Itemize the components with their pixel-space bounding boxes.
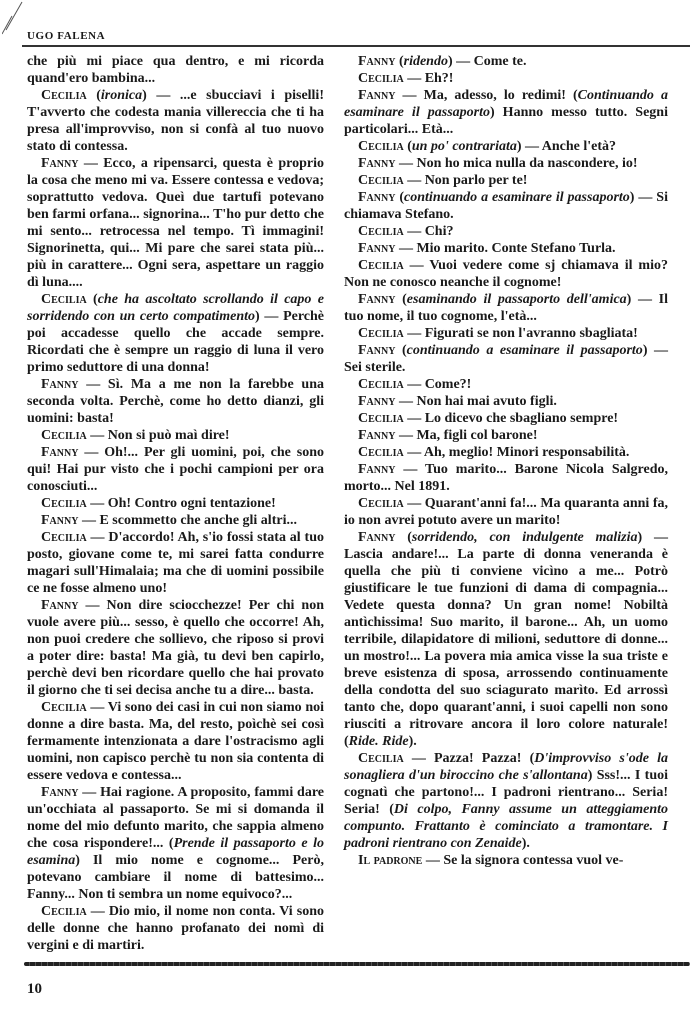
dialogue-paragraph [344, 172, 668, 189]
dialogue-text: — Vuoi vedere come sj chiamava il mio? Non ne conosco neanche il cognome! [344, 257, 668, 290]
dialogue-paragraph [344, 410, 668, 427]
dialogue-paragraph [27, 699, 324, 784]
dialogue-text: ) — Sei sterile. [344, 342, 669, 375]
dialogue-paragraph [344, 291, 668, 325]
dialogue-text: — Se la signora contessa vuol ve- [422, 852, 624, 868]
dialogue-text: — Non hai mai avuto figli. [395, 393, 557, 409]
dialogue-paragraph [27, 512, 324, 529]
stage-direction: continuando a esaminare il passaporto [404, 189, 630, 205]
dialogue-paragraph [344, 427, 668, 444]
dialogue-paragraph [27, 444, 324, 495]
speaker-name: Cecilia [41, 87, 87, 103]
dialogue-paragraph [344, 461, 668, 495]
dialogue-paragraph [27, 155, 324, 291]
stage-direction: esaminando il passaporto dell'amica [406, 291, 627, 307]
speaker-name: Cecilia [358, 172, 404, 188]
dialogue-text: — Lo dicevo che sbagliano sempre! [403, 410, 619, 426]
speaker-name: Cecilia [41, 427, 87, 443]
dialogue-text: ( [86, 87, 101, 103]
dialogue-paragraph [27, 376, 324, 427]
speaker-name: Fanny [358, 427, 396, 443]
dialogue-paragraph [27, 784, 324, 903]
speaker-name: Cecilia [358, 444, 404, 460]
stage-direction: Ride. Ride [348, 733, 409, 749]
dialogue-text: — E scommetto che anche gli altri... [78, 512, 297, 528]
dialogue-text: ( [395, 53, 404, 69]
dialogue-paragraph [344, 70, 668, 87]
dialogue-paragraph [344, 240, 668, 257]
dialogue-paragraph [344, 257, 668, 291]
speaker-name: Fanny [358, 87, 396, 103]
dialogue-text: ). [408, 733, 417, 749]
speaker-name: Fanny [41, 597, 79, 613]
dialogue-text: ) — Anche l'età? [516, 138, 617, 154]
dialogue-text: ). [521, 835, 530, 851]
dialogue-paragraph [344, 325, 668, 342]
dialogue-text: — Quarant'anni fa!... Ma quaranta anni fa, io non avrei potuto avere un marito! [344, 495, 668, 528]
dialogue-text: ) — Si chiamava Stefano. [344, 189, 668, 222]
speaker-name: Cecilia [358, 750, 404, 766]
dialogue-text: — Ma, adesso, lo redimi! ( [395, 87, 578, 103]
dialogue-text: — Tuo marito... Barone Nicola Salgredo, morto... Nel 1891. [344, 461, 668, 494]
dialogue-text: ( [403, 138, 412, 154]
dialogue-text: — Oh! Contro ogni tentazione! [86, 495, 276, 511]
dialogue-text: ) — Lascia andare!... La parte di donna veneranda è quella che più ti conviene vicìno a me... Potrò giustificare le tue funzioni di dama di compagnia... Vedete questa donna? Un gran nome! Nobiltà antìchissima! Suo marito, il barone... Ah, un uomo terribile, dilapidatore di milioni, seduttore di donne... un mostro!... La povera mia amica visse la sua triste e breve esistenza di sposa, arrossendo continuamente della condotta del suo sciagurato marìto. Ed arrossì tanto che, dopo quarant'anni, i suoi capelli non sono riusciti a ritrovare ancora il loro colore naturale! ( [344, 529, 668, 749]
dialogue-text: — Eh?! [403, 70, 454, 86]
stage-direction: continuando a esaminare il passaporto [406, 342, 643, 358]
speaker-name: Fanny [358, 189, 396, 205]
speaker-name: Fanny [41, 512, 79, 528]
speaker-name: Fanny [41, 784, 79, 800]
speaker-name: Cecilia [358, 223, 404, 239]
dialogue-text: — Mio marito. Conte Stefano Turla. [395, 240, 616, 256]
dialogue-text: — Hai ragione. A proposito, fammi dare un'occhiata al passaporto. Se mi si domanda il nome del mio defunto marito, che sappia almeno che cosa rispondere!... ( [27, 784, 324, 851]
dialogue-text: — Non parlo per te! [403, 172, 528, 188]
dialogue-paragraph [344, 138, 668, 155]
speaker-name: Cecilia [358, 325, 404, 341]
dialogue-text: ( [395, 342, 407, 358]
dialogue-text: ) — Come te. [447, 53, 527, 69]
dialogue-text: ( [395, 529, 412, 545]
dialogue-paragraph [344, 750, 668, 852]
dialogue-text: ) Hanno messo tutto. Segni particolari... Età... [344, 104, 668, 137]
stage-direction: Di colpo, Fanny assume un atteggiamento compunto. Frattanto è cominciato a tramontare. I padroni rientrano con Zenaide [344, 801, 668, 851]
dialogue-paragraph [344, 342, 668, 376]
speaker-name: Fanny [358, 342, 396, 358]
dialogue-paragraph [344, 444, 668, 461]
dialogue-text: — Sì. Ma a me non la farebbe una seconda volta. Perchè, come ho detto dianzi, gli uomini: basta! [27, 376, 324, 426]
dialogue-text: — Non si può maì dire! [86, 427, 230, 443]
speaker-name: Cecilia [358, 70, 404, 86]
dialogue-text: ) — Il tuo nome, il tuo cognome, l'età... [344, 291, 668, 324]
dialogue-text: ) Il mio nome e cognome... Però, potevano cambiare il nome di battesimo... Fanny... Non ti sembra un nome equivoco?... [27, 852, 324, 902]
speaker-name: Fanny [358, 53, 396, 69]
pen-mark-decoration [2, 0, 24, 40]
stage-direction: ironica [100, 87, 143, 103]
speaker-name: Fanny [358, 461, 396, 477]
dialogue-text: ( [395, 291, 407, 307]
speaker-name: Fanny [358, 240, 396, 256]
dialogue-text: — Ecco, a ripensarci, questa è proprio la cosa che meno mi va. Essere contessa e vedova; soprattutto vedova. Queì due tartufi potevano ben farmi orfana... signorina... T'ho pur detto che mi sento... retrocessa nel tempo. Tì immagini! Signorinetta, qui... Mi pare che sarei stata più... più in carattere... Ogni sera, aspettare un raggio dì luna.... [27, 155, 324, 290]
stage-direction: Continuando a esaminare il passaporto [344, 87, 668, 120]
speaker-name: Cecilia [41, 903, 87, 919]
dialogue-text: ( [395, 189, 405, 205]
text-columns [0, 47, 692, 954]
dialogue-paragraph [344, 495, 668, 529]
speaker-name: Fanny [41, 155, 79, 171]
speaker-name: Il padrone [358, 852, 423, 868]
stage-direction: Prende il passaporto e lo esamina [27, 835, 324, 868]
dialogue-text: — Vi sono dei casi in cui non siamo noi donne a dire basta. Ma, del resto, poìchè sei così fermamente intenzionata a dare l'ostracismo agli uomini, non capisco perchè tu non sia contenta di essere vedova e contessa... [27, 699, 324, 783]
dialogue-paragraph [344, 87, 668, 138]
stage-direction: un po' contrariata [411, 138, 517, 154]
speaker-name: Cecilia [358, 495, 404, 511]
dialogue-paragraph [27, 53, 324, 87]
dialogue-text: — Ma, figli col barone! [395, 427, 538, 443]
dialogue-paragraph [27, 903, 324, 954]
dialogue-text: ( [86, 291, 98, 307]
dialogue-paragraph [344, 529, 668, 750]
dialogue-paragraph [344, 223, 668, 240]
dialogue-text: — Pazza! Pazza! ( [403, 750, 535, 766]
dialogue-paragraph [344, 155, 668, 172]
speaker-name: Cecilia [41, 529, 87, 545]
speaker-name: Cecilia [358, 138, 404, 154]
dialogue-paragraph [344, 393, 668, 410]
speaker-name: Cecilia [358, 257, 404, 273]
dialogue-text: — Come?! [403, 376, 472, 392]
stage-direction: D'improvviso s'ode la sonagliera d'un biroccino che s'allontana [344, 750, 668, 783]
speaker-name: Cecilia [41, 291, 87, 307]
dialogue-text: ) — Perchè poi accadesse quello che accade sempre. Ricordati che è sempre un raggio di luna il vero primo seduttore di una donna! [27, 308, 325, 375]
dialogue-text: — Non dire sciocchezze! Per chi non vuole avere più... sesso, è quello che occorre! Ah, non puoi credere che sollievo, che riposo si provi a poter dire: basta! Ma già, tu devi ben capirlo, perchè devi ben ricordare quello che hai provato il giorno che ti sei decisa anche tu a dire... basta. [27, 597, 324, 698]
speaker-name: Cecilia [41, 495, 87, 511]
speaker-name: Cecilia [358, 410, 404, 426]
speaker-name: Fanny [358, 393, 396, 409]
page-header [0, 0, 692, 47]
dialogue-text: ) — ...e sbucciavi i piselli! T'avverto che codesta mania villereccia che ti ha presa all'improvviso, non si confà al tuo nuovo stato di contessa. [27, 87, 324, 154]
speaker-name: Cecilia [358, 376, 404, 392]
dialogue-text: — Oh!... Per gli uomini, poi, che sono qui! Hai pur visto che i pochi campioni per ora conosciuti... [27, 444, 324, 494]
speaker-name: Fanny [41, 376, 79, 392]
dialogue-text: — Dio mio, il nome non conta. Vi sono delle donne che hanno profanato dei nomì di vergini e di martiri. [27, 903, 324, 953]
dialogue-text: ) Sss!... I tuoi cognatì che partono!... I padroni rientrano... Seria! Seria! ( [344, 767, 668, 817]
dialogue-paragraph [344, 376, 668, 393]
page-number: 10 [27, 980, 42, 997]
speaker-name: Fanny [358, 529, 396, 545]
stage-direction: ridendo [403, 53, 448, 69]
dialogue-paragraph [27, 87, 324, 155]
dialogue-paragraph [344, 852, 668, 869]
speaker-name: Fanny [41, 444, 79, 460]
dialogue-text: — D'accordo! Ah, s'io fossi stata al tuo posto, giovane come te, mi sarei fatta condurre magari sull'Himalaia; ma che di uomini possibile ce ne fosse almeno uno! [27, 529, 324, 596]
page-footer [0, 954, 692, 1010]
stage-direction: che ha ascoltato scrollando il capo e sorridendo con un certo compatimento [27, 291, 324, 324]
dialogue-text: — Ah, meglio! Minori responsabilità. [403, 444, 630, 460]
dialogue-paragraph [27, 597, 324, 699]
speaker-name: Fanny [358, 291, 396, 307]
running-head: UGO FALENA [27, 30, 106, 42]
dialogue-text: — Chi? [403, 223, 454, 239]
left-column [27, 53, 324, 954]
stage-direction: sorridendo, con indulgente malizia [411, 529, 638, 545]
right-column [344, 53, 668, 869]
dialogue-paragraph [27, 529, 324, 597]
dialogue-paragraph [27, 291, 324, 376]
dialogue-paragraph [27, 427, 324, 444]
speaker-name: Fanny [358, 155, 396, 171]
speaker-name: Cecilia [41, 699, 87, 715]
dialogue-paragraph [344, 53, 668, 70]
footer-rule [24, 962, 690, 966]
dialogue-paragraph [27, 495, 324, 512]
dialogue-paragraph [344, 189, 668, 223]
dialogue-text: — Figurati se non l'avranno sbagliata! [403, 325, 638, 341]
dialogue-text: — Non ho mica nulla da nascondere, io! [395, 155, 638, 171]
dialogue-text: che più mi piace qua dentro, e mi ricorda quand'ero bambina... [27, 53, 324, 86]
